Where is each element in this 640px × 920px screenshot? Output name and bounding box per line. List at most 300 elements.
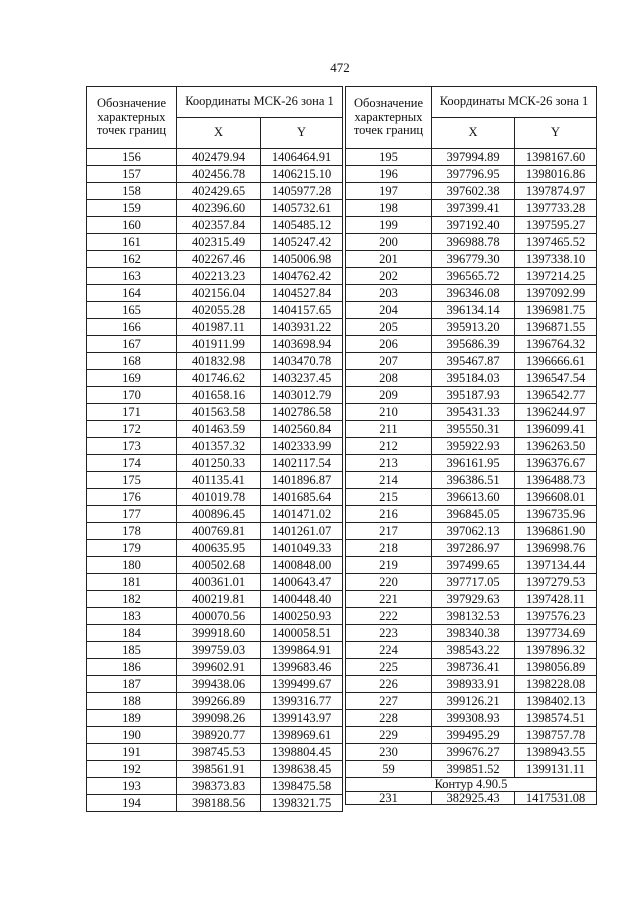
table-row bbox=[346, 200, 597, 217]
y-cell: 1397874.97 bbox=[515, 183, 597, 200]
table-row bbox=[87, 302, 343, 319]
x-cell: 401987.11 bbox=[177, 319, 261, 336]
y-cell: 1417531.08 bbox=[515, 791, 597, 805]
y-cell: 1398969.61 bbox=[261, 727, 343, 744]
table-row bbox=[87, 319, 343, 336]
coordinates-table-left bbox=[86, 86, 343, 812]
x-cell: 396161.95 bbox=[432, 455, 515, 472]
table-row bbox=[346, 506, 597, 523]
x-cell: 397062.13 bbox=[432, 523, 515, 540]
table-row bbox=[346, 744, 597, 761]
point-cell: 191 bbox=[87, 744, 177, 761]
y-cell: 1406464.91 bbox=[261, 149, 343, 166]
point-cell: 175 bbox=[87, 472, 177, 489]
table-row bbox=[346, 404, 597, 421]
y-cell: 1399683.46 bbox=[261, 659, 343, 676]
y-cell: 1396666.61 bbox=[515, 353, 597, 370]
point-cell: 212 bbox=[346, 438, 432, 455]
x-cell: 401357.32 bbox=[177, 438, 261, 455]
y-cell: 1402786.58 bbox=[261, 404, 343, 421]
y-cell: 1397338.10 bbox=[515, 251, 597, 268]
point-cell: 202 bbox=[346, 268, 432, 285]
x-cell: 402156.04 bbox=[177, 285, 261, 302]
y-cell: 1399316.77 bbox=[261, 693, 343, 710]
left-table-body bbox=[87, 149, 343, 812]
y-header: Y bbox=[261, 118, 343, 149]
y-cell: 1405485.12 bbox=[261, 217, 343, 234]
table-row bbox=[87, 642, 343, 659]
x-cell: 396845.05 bbox=[432, 506, 515, 523]
point-cell: 174 bbox=[87, 455, 177, 472]
y-cell: 1396871.55 bbox=[515, 319, 597, 336]
table-row bbox=[346, 387, 597, 404]
table-row bbox=[87, 404, 343, 421]
table-row bbox=[346, 523, 597, 540]
x-cell: 402213.23 bbox=[177, 268, 261, 285]
y-cell: 1398402.13 bbox=[515, 693, 597, 710]
y-cell: 1397428.11 bbox=[515, 591, 597, 608]
y-cell: 1401261.07 bbox=[261, 523, 343, 540]
point-cell: 208 bbox=[346, 370, 432, 387]
point-cell: 166 bbox=[87, 319, 177, 336]
point-cell: 168 bbox=[87, 353, 177, 370]
table-row bbox=[87, 387, 343, 404]
y-cell: 1396998.76 bbox=[515, 540, 597, 557]
y-cell: 1405732.61 bbox=[261, 200, 343, 217]
point-cell: 192 bbox=[87, 761, 177, 778]
point-cell: 215 bbox=[346, 489, 432, 506]
table-row bbox=[346, 217, 597, 234]
table-row bbox=[87, 591, 343, 608]
x-cell: 401019.78 bbox=[177, 489, 261, 506]
coordinate-system-header: Координаты МСК-26 зона 1 bbox=[177, 87, 343, 118]
y-cell: 1398804.45 bbox=[261, 744, 343, 761]
table-row bbox=[346, 659, 597, 676]
point-cell: 195 bbox=[346, 149, 432, 166]
point-cell: 211 bbox=[346, 421, 432, 438]
point-cell: 193 bbox=[87, 778, 177, 795]
x-cell: 400219.81 bbox=[177, 591, 261, 608]
table-row bbox=[87, 421, 343, 438]
y-cell: 1397279.53 bbox=[515, 574, 597, 591]
x-cell: 395550.31 bbox=[432, 421, 515, 438]
table-row bbox=[346, 489, 597, 506]
point-cell: 189 bbox=[87, 710, 177, 727]
point-cell: 225 bbox=[346, 659, 432, 676]
point-cell: 207 bbox=[346, 353, 432, 370]
table-row bbox=[346, 149, 597, 166]
table-row bbox=[346, 285, 597, 302]
y-cell: 1397595.27 bbox=[515, 217, 597, 234]
table-row bbox=[87, 744, 343, 761]
table-row bbox=[87, 234, 343, 251]
table-row bbox=[87, 710, 343, 727]
table-row bbox=[346, 319, 597, 336]
y-cell: 1405006.98 bbox=[261, 251, 343, 268]
table-row bbox=[87, 608, 343, 625]
point-cell: 204 bbox=[346, 302, 432, 319]
y-cell: 1404762.42 bbox=[261, 268, 343, 285]
x-cell: 399126.21 bbox=[432, 693, 515, 710]
table-row bbox=[346, 693, 597, 710]
x-cell: 400361.01 bbox=[177, 574, 261, 591]
point-cell: 223 bbox=[346, 625, 432, 642]
point-cell: 213 bbox=[346, 455, 432, 472]
y-cell: 1396376.67 bbox=[515, 455, 597, 472]
table-row bbox=[87, 693, 343, 710]
point-cell: 194 bbox=[87, 795, 177, 812]
point-cell: 209 bbox=[346, 387, 432, 404]
y-cell: 1404157.65 bbox=[261, 302, 343, 319]
table-row bbox=[346, 183, 597, 200]
point-cell: 229 bbox=[346, 727, 432, 744]
point-cell: 187 bbox=[87, 676, 177, 693]
point-cell: 198 bbox=[346, 200, 432, 217]
x-cell: 401563.58 bbox=[177, 404, 261, 421]
point-cell: 186 bbox=[87, 659, 177, 676]
y-cell: 1397576.23 bbox=[515, 608, 597, 625]
x-cell: 396988.78 bbox=[432, 234, 515, 251]
table-row bbox=[346, 438, 597, 455]
table-row bbox=[87, 557, 343, 574]
x-cell: 401463.59 bbox=[177, 421, 261, 438]
point-cell: 171 bbox=[87, 404, 177, 421]
y-cell: 1406215.10 bbox=[261, 166, 343, 183]
point-cell: 214 bbox=[346, 472, 432, 489]
x-cell: 395467.87 bbox=[432, 353, 515, 370]
x-cell: 402456.78 bbox=[177, 166, 261, 183]
table-row bbox=[87, 166, 343, 183]
x-cell: 397399.41 bbox=[432, 200, 515, 217]
y-cell: 1396488.73 bbox=[515, 472, 597, 489]
point-cell: 200 bbox=[346, 234, 432, 251]
x-cell: 400502.68 bbox=[177, 557, 261, 574]
x-cell: 400070.56 bbox=[177, 608, 261, 625]
x-cell: 402479.94 bbox=[177, 149, 261, 166]
y-cell: 1400848.00 bbox=[261, 557, 343, 574]
y-cell: 1399143.97 bbox=[261, 710, 343, 727]
table-row bbox=[346, 455, 597, 472]
x-cell: 401911.99 bbox=[177, 336, 261, 353]
x-cell: 397192.40 bbox=[432, 217, 515, 234]
x-cell: 399495.29 bbox=[432, 727, 515, 744]
table-row bbox=[87, 200, 343, 217]
y-cell: 1400448.40 bbox=[261, 591, 343, 608]
table-row bbox=[87, 727, 343, 744]
x-header: X bbox=[432, 118, 515, 149]
table-row bbox=[346, 370, 597, 387]
table-row bbox=[346, 251, 597, 268]
table-row bbox=[87, 438, 343, 455]
table-row bbox=[87, 285, 343, 302]
x-cell: 397796.95 bbox=[432, 166, 515, 183]
point-cell: 172 bbox=[87, 421, 177, 438]
x-cell: 395913.20 bbox=[432, 319, 515, 336]
x-cell: 395922.93 bbox=[432, 438, 515, 455]
point-cell: 224 bbox=[346, 642, 432, 659]
y-cell: 1400058.51 bbox=[261, 625, 343, 642]
y-cell: 1400643.47 bbox=[261, 574, 343, 591]
table-row bbox=[87, 183, 343, 200]
y-cell: 1397465.52 bbox=[515, 234, 597, 251]
point-cell: 205 bbox=[346, 319, 432, 336]
table-row bbox=[87, 353, 343, 370]
table-row bbox=[346, 234, 597, 251]
point-cell: 59 bbox=[346, 761, 432, 778]
y-cell: 1397734.69 bbox=[515, 625, 597, 642]
table-row bbox=[87, 761, 343, 778]
point-cell: 161 bbox=[87, 234, 177, 251]
y-cell: 1403698.94 bbox=[261, 336, 343, 353]
table-row bbox=[346, 608, 597, 625]
table-row bbox=[346, 591, 597, 608]
point-cell: 210 bbox=[346, 404, 432, 421]
point-cell: 173 bbox=[87, 438, 177, 455]
y-header: Y bbox=[515, 118, 597, 149]
table-row bbox=[346, 540, 597, 557]
point-cell: 221 bbox=[346, 591, 432, 608]
point-cell: 206 bbox=[346, 336, 432, 353]
y-cell: 1398056.89 bbox=[515, 659, 597, 676]
y-cell: 1396981.75 bbox=[515, 302, 597, 319]
table-row bbox=[346, 557, 597, 574]
point-label-header: Обозначение характерных точек границ bbox=[87, 87, 177, 149]
point-cell: 222 bbox=[346, 608, 432, 625]
table-row bbox=[346, 336, 597, 353]
x-cell: 397994.89 bbox=[432, 149, 515, 166]
x-cell: 398745.53 bbox=[177, 744, 261, 761]
table-row bbox=[346, 574, 597, 591]
x-cell: 396779.30 bbox=[432, 251, 515, 268]
x-cell: 395187.93 bbox=[432, 387, 515, 404]
page-number: 472 bbox=[330, 60, 350, 75]
table-row bbox=[87, 251, 343, 268]
x-cell: 396386.51 bbox=[432, 472, 515, 489]
x-cell: 397286.97 bbox=[432, 540, 515, 557]
table-row bbox=[87, 625, 343, 642]
x-cell: 398933.91 bbox=[432, 676, 515, 693]
x-cell: 396346.08 bbox=[432, 285, 515, 302]
table-row bbox=[346, 166, 597, 183]
y-cell: 1402560.84 bbox=[261, 421, 343, 438]
x-cell: 402267.46 bbox=[177, 251, 261, 268]
point-cell: 162 bbox=[87, 251, 177, 268]
table-row bbox=[346, 353, 597, 370]
point-cell: 231 bbox=[346, 791, 432, 805]
table-row bbox=[346, 676, 597, 693]
point-cell: 219 bbox=[346, 557, 432, 574]
x-cell: 398373.83 bbox=[177, 778, 261, 795]
y-cell: 1403237.45 bbox=[261, 370, 343, 387]
y-cell: 1396608.01 bbox=[515, 489, 597, 506]
x-cell: 396134.14 bbox=[432, 302, 515, 319]
table-row bbox=[346, 710, 597, 727]
point-cell: 220 bbox=[346, 574, 432, 591]
y-cell: 1398574.51 bbox=[515, 710, 597, 727]
point-cell: 196 bbox=[346, 166, 432, 183]
point-cell: 182 bbox=[87, 591, 177, 608]
x-cell: 399098.26 bbox=[177, 710, 261, 727]
y-cell: 1398321.75 bbox=[261, 795, 343, 812]
table-row bbox=[87, 795, 343, 812]
table-row bbox=[87, 523, 343, 540]
x-cell: 402055.28 bbox=[177, 302, 261, 319]
y-cell: 1402117.54 bbox=[261, 455, 343, 472]
table-row bbox=[87, 574, 343, 591]
table-row bbox=[87, 370, 343, 387]
point-cell: 203 bbox=[346, 285, 432, 302]
y-cell: 1403012.79 bbox=[261, 387, 343, 404]
point-cell: 199 bbox=[346, 217, 432, 234]
y-cell: 1397092.99 bbox=[515, 285, 597, 302]
x-cell: 402357.84 bbox=[177, 217, 261, 234]
x-cell: 396613.60 bbox=[432, 489, 515, 506]
x-cell: 398543.22 bbox=[432, 642, 515, 659]
y-cell: 1396764.32 bbox=[515, 336, 597, 353]
y-cell: 1398167.60 bbox=[515, 149, 597, 166]
x-cell: 395184.03 bbox=[432, 370, 515, 387]
y-cell: 1396547.54 bbox=[515, 370, 597, 387]
y-cell: 1398757.78 bbox=[515, 727, 597, 744]
x-cell: 398920.77 bbox=[177, 727, 261, 744]
x-cell: 399759.03 bbox=[177, 642, 261, 659]
y-cell: 1396861.90 bbox=[515, 523, 597, 540]
x-cell: 402315.49 bbox=[177, 234, 261, 251]
y-cell: 1403470.78 bbox=[261, 353, 343, 370]
y-cell: 1397896.32 bbox=[515, 642, 597, 659]
y-cell: 1397134.44 bbox=[515, 557, 597, 574]
point-cell: 230 bbox=[346, 744, 432, 761]
y-cell: 1397214.25 bbox=[515, 268, 597, 285]
x-cell: 398340.38 bbox=[432, 625, 515, 642]
point-cell: 178 bbox=[87, 523, 177, 540]
table-row bbox=[346, 472, 597, 489]
y-cell: 1399499.67 bbox=[261, 676, 343, 693]
x-cell: 401658.16 bbox=[177, 387, 261, 404]
y-cell: 1396542.77 bbox=[515, 387, 597, 404]
point-cell: 185 bbox=[87, 642, 177, 659]
table-row bbox=[87, 676, 343, 693]
y-cell: 1402333.99 bbox=[261, 438, 343, 455]
point-cell: 177 bbox=[87, 506, 177, 523]
x-cell: 395686.39 bbox=[432, 336, 515, 353]
x-cell: 399308.93 bbox=[432, 710, 515, 727]
point-cell: 201 bbox=[346, 251, 432, 268]
table-row bbox=[346, 642, 597, 659]
x-cell: 402429.65 bbox=[177, 183, 261, 200]
x-cell: 396565.72 bbox=[432, 268, 515, 285]
point-cell: 160 bbox=[87, 217, 177, 234]
point-cell: 176 bbox=[87, 489, 177, 506]
x-cell: 398132.53 bbox=[432, 608, 515, 625]
x-cell: 400896.45 bbox=[177, 506, 261, 523]
coordinates-table-right bbox=[345, 86, 597, 805]
point-cell: 228 bbox=[346, 710, 432, 727]
table-row bbox=[87, 336, 343, 353]
point-cell: 190 bbox=[87, 727, 177, 744]
x-header: X bbox=[177, 118, 261, 149]
x-cell: 399602.91 bbox=[177, 659, 261, 676]
point-cell: 180 bbox=[87, 557, 177, 574]
y-cell: 1400250.93 bbox=[261, 608, 343, 625]
point-cell: 218 bbox=[346, 540, 432, 557]
x-cell: 399266.89 bbox=[177, 693, 261, 710]
y-cell: 1405247.42 bbox=[261, 234, 343, 251]
y-cell: 1401049.33 bbox=[261, 540, 343, 557]
y-cell: 1399131.11 bbox=[515, 761, 597, 778]
table-row bbox=[346, 302, 597, 319]
y-cell: 1399864.91 bbox=[261, 642, 343, 659]
x-cell: 400635.95 bbox=[177, 540, 261, 557]
x-cell: 398736.41 bbox=[432, 659, 515, 676]
table-row bbox=[346, 268, 597, 285]
y-cell: 1396099.41 bbox=[515, 421, 597, 438]
table-row bbox=[87, 506, 343, 523]
x-cell: 397929.63 bbox=[432, 591, 515, 608]
y-cell: 1403931.22 bbox=[261, 319, 343, 336]
point-label-header: Обозначение характерных точек границ bbox=[346, 87, 432, 149]
x-cell: 397717.05 bbox=[432, 574, 515, 591]
y-cell: 1397733.28 bbox=[515, 200, 597, 217]
y-cell: 1396263.50 bbox=[515, 438, 597, 455]
table-row bbox=[87, 472, 343, 489]
point-cell: 165 bbox=[87, 302, 177, 319]
point-cell: 217 bbox=[346, 523, 432, 540]
table-row bbox=[87, 149, 343, 166]
contour-label: Контур 4.90.5 bbox=[346, 778, 597, 792]
x-cell: 401746.62 bbox=[177, 370, 261, 387]
point-cell: 159 bbox=[87, 200, 177, 217]
table-row bbox=[87, 455, 343, 472]
y-cell: 1398638.45 bbox=[261, 761, 343, 778]
point-cell: 163 bbox=[87, 268, 177, 285]
point-cell: 158 bbox=[87, 183, 177, 200]
table-row bbox=[87, 778, 343, 795]
y-cell: 1398228.08 bbox=[515, 676, 597, 693]
table-row bbox=[87, 540, 343, 557]
y-cell: 1398016.86 bbox=[515, 166, 597, 183]
point-cell: 197 bbox=[346, 183, 432, 200]
x-cell: 402396.60 bbox=[177, 200, 261, 217]
x-cell: 398188.56 bbox=[177, 795, 261, 812]
right-table-body bbox=[346, 149, 597, 778]
x-cell: 401250.33 bbox=[177, 455, 261, 472]
y-cell: 1404527.84 bbox=[261, 285, 343, 302]
x-cell: 395431.33 bbox=[432, 404, 515, 421]
table-row bbox=[87, 268, 343, 285]
y-cell: 1401685.64 bbox=[261, 489, 343, 506]
point-cell: 167 bbox=[87, 336, 177, 353]
y-cell: 1396735.96 bbox=[515, 506, 597, 523]
x-cell: 401832.98 bbox=[177, 353, 261, 370]
y-cell: 1398943.55 bbox=[515, 744, 597, 761]
table-row bbox=[346, 421, 597, 438]
point-cell: 181 bbox=[87, 574, 177, 591]
y-cell: 1398475.58 bbox=[261, 778, 343, 795]
coordinate-system-header: Координаты МСК-26 зона 1 bbox=[432, 87, 597, 118]
x-cell: 400769.81 bbox=[177, 523, 261, 540]
table-row bbox=[87, 489, 343, 506]
point-cell: 169 bbox=[87, 370, 177, 387]
point-cell: 157 bbox=[87, 166, 177, 183]
point-cell: 227 bbox=[346, 693, 432, 710]
x-cell: 399851.52 bbox=[432, 761, 515, 778]
y-cell: 1401896.87 bbox=[261, 472, 343, 489]
x-cell: 382925.43 bbox=[432, 791, 515, 805]
table-row bbox=[346, 727, 597, 744]
x-cell: 398561.91 bbox=[177, 761, 261, 778]
point-cell: 226 bbox=[346, 676, 432, 693]
